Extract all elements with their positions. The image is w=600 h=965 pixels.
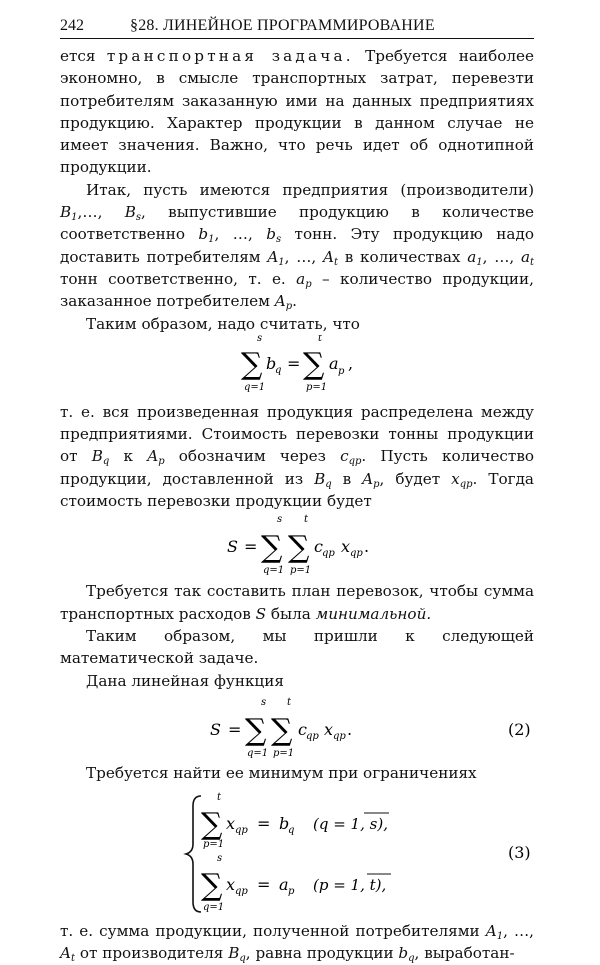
row2-x: x [226,875,236,895]
p1-rest: Требуется наиболее экономно, в смысле транспортных затрат, перевезти потребителям заказанную ими на данных предприятиях продукцию. Характер продукции в данном случае не имеет значения. Важно, что речь идет об однотипной продукции. [60,47,535,177]
text-run: от производителя [75,944,229,963]
eq-sign: = [244,537,258,557]
text-run: , …, [503,922,534,941]
math-subscript: p [373,478,380,490]
math-var: B [91,447,103,466]
term-x: x [324,719,334,739]
book-page [60,16,534,965]
math-subscript: 1 [496,931,504,943]
math-subscript: s [275,234,282,246]
p5-symbol-S: S [255,604,267,623]
math-var: b [398,944,409,963]
math-var: A [274,292,286,311]
sum2-sigma: ∑ [288,530,310,566]
term-c: c [298,719,307,739]
sum2-lower: p=1 [290,565,312,577]
row1-x: x [226,814,236,834]
math-subscript: q [408,953,415,965]
row2-sum-upper: s [217,853,223,865]
text-run: , выпустившие продукцию в количестве соответственно [60,203,534,244]
text-run: обозначим через [164,447,341,466]
sum1-sigma: ∑ [241,346,263,382]
formula-balance [60,335,534,401]
math-var: a [520,247,530,266]
text-run: . Тогда стоимость перевозки продукции будет [60,469,534,511]
formula-tail: . [364,537,370,557]
text-run: тонн соответственно, т. е. [60,269,297,288]
math-subscript: t [530,256,535,268]
math-var: c [340,447,349,466]
paragraph-math-problem: Таким образом, мы пришли к следующей математической задаче. [60,626,534,668]
math-var: A [485,922,497,941]
sum1-upper: s [257,334,263,344]
term-b: b [266,353,277,373]
text-run: , выработан- [414,944,515,963]
math-subscript: t [333,256,338,268]
math-subscript: p [305,278,312,290]
term-x: x [341,537,351,557]
row1-x-sub: qp [235,825,248,837]
formula-3-system [60,788,534,920]
text-run: к [109,447,148,466]
math-var: A [60,944,71,963]
formula-balance-svg [60,335,534,401]
math-var: B [314,469,326,488]
row2-a: a [279,875,289,895]
math-subscript: t [70,953,75,965]
math-subscript: s [135,212,142,224]
formula-total-cost [60,512,534,580]
row1-b-sub: q [288,825,295,837]
math-var: x [451,469,460,488]
paragraph-linear-function: Дана линейная функция [86,671,284,690]
sum1-lower: q=1 [247,747,269,759]
term-transport-problem: транспортная задача. [106,47,354,65]
p1-first-word: ется [60,47,96,65]
formula-tail: . [347,719,353,739]
page-number: 242 [60,17,84,34]
paragraph-producers [60,179,534,313]
text-run: – количество продукции, заказанное потребителем [60,269,534,311]
math-subscript: p [158,456,165,468]
sum2-sigma: ∑ [303,346,325,382]
text-run: т. е. вся произведенная продукция распределена между предприятиями. Стоимость перевозки тонны продукции от [60,402,534,466]
sum2-upper: t [287,696,292,708]
text-run: т. е. сумма продукции, полученной потребителями [60,922,486,941]
math-subscript: qp [348,456,362,468]
text-run: Итак, пусть имеются предприятия (производители) [86,180,534,199]
paragraph-minimal [60,580,534,625]
text-run: , равна продукции [245,944,399,963]
paragraph-consider: Таким образом, надо считать, что [86,314,360,333]
symbol-S: S [210,719,221,739]
math-subscript: 1 [476,256,483,268]
sum1-lower: q=1 [263,565,285,577]
formula-3-svg [60,788,534,920]
term-c: c [314,537,323,557]
row1-b: b [279,814,290,834]
text-run: в [331,469,363,488]
term-b-sub: q [275,364,282,376]
math-var: B [124,203,136,222]
math-var: A [147,447,159,466]
formula-tail: , [348,353,354,373]
text-run: , будет [379,469,452,488]
row1-condition: (q = 1, s), [313,815,388,834]
sum2-upper: t [304,514,309,526]
math-var: A [362,469,374,488]
paragraph-constraints: Требуется найти ее минимум при ограничениях [86,763,477,782]
math-var: a [296,269,306,288]
p5-emphasis: минимальной. [315,604,432,623]
math-var: B [60,203,72,222]
formula-total-cost-svg [60,512,534,580]
equation-number-3: (3) [508,843,531,863]
formula-2-svg [60,692,534,762]
math-subscript: q [325,478,332,490]
text-run: , …, [482,247,521,266]
term-x-sub: qp [350,548,363,560]
formula-2 [60,692,534,762]
row2-x-sub: qp [235,886,248,898]
math-subscript: q [102,456,110,468]
math-subscript: 1 [71,212,78,224]
math-var: b [266,225,276,244]
sum1-upper: s [261,696,267,708]
paragraph-supply [60,920,534,965]
sum2-lower: p=1 [306,381,328,393]
text-run: , …, [214,225,267,244]
p5-text-b: была [266,604,316,623]
sum1-sigma: ∑ [261,530,283,566]
eq-sign: = [228,719,242,739]
text-run: . Пусть количество продукции, доставленной из [60,447,535,488]
sum1-upper: s [277,514,283,526]
term-c-sub: qp [306,730,319,742]
equation-number-2: (2) [508,719,531,739]
row1-eq: = [257,814,271,834]
text-run: …, [82,203,125,222]
running-header [60,16,534,39]
sum1-lower: q=1 [244,381,266,393]
row1-sum-upper: t [217,792,222,804]
math-subscript: 1 [278,256,285,268]
math-var: A [322,247,334,266]
text-run: в количествах [337,247,468,266]
row1-sum-lower: p=1 [203,839,225,851]
math-subscript: p [285,301,293,313]
row1-sigma: ∑ [201,807,223,843]
running-title: §28. ЛИНЕЙНОЕ ПРОГРАММИРОВАНИЕ [130,17,435,34]
math-var: A [267,247,279,266]
math-subscript: 1 [208,234,215,246]
paragraph-cost [60,401,534,512]
term-c-sub: qp [322,548,335,560]
term-a-sub: p [338,365,345,377]
text-run: , [77,203,83,222]
math-var: b [198,225,209,244]
row2-eq: = [257,875,271,895]
math-subscript: q [239,953,246,965]
row2-sum-lower: q=1 [203,902,225,914]
text-run: тонн. Эту продукцию надо доставить потребителям [60,225,534,266]
eq-sign: = [287,353,301,373]
sum1-sigma: ∑ [245,712,267,748]
row2-sigma: ∑ [201,868,223,904]
sum2-upper: t [318,334,323,344]
p5-text-a: Требуется так составить план перевозок, чтобы сумма транспортных расходов [60,582,534,623]
text-run: , …, [284,247,323,266]
term-a: a [329,353,339,373]
term-x-sub: qp [333,730,346,742]
math-var: B [228,944,240,963]
left-brace-icon [186,796,201,912]
text-run: . [292,292,297,311]
math-subscript: qp [459,478,473,490]
paragraph-intro [60,45,534,179]
symbol-S: S [227,537,238,557]
math-var: a [467,247,477,266]
row2-condition: (p = 1, t), [313,876,387,895]
sum2-lower: p=1 [273,747,295,759]
sum2-sigma: ∑ [271,712,293,748]
row2-a-sub: p [288,886,295,898]
